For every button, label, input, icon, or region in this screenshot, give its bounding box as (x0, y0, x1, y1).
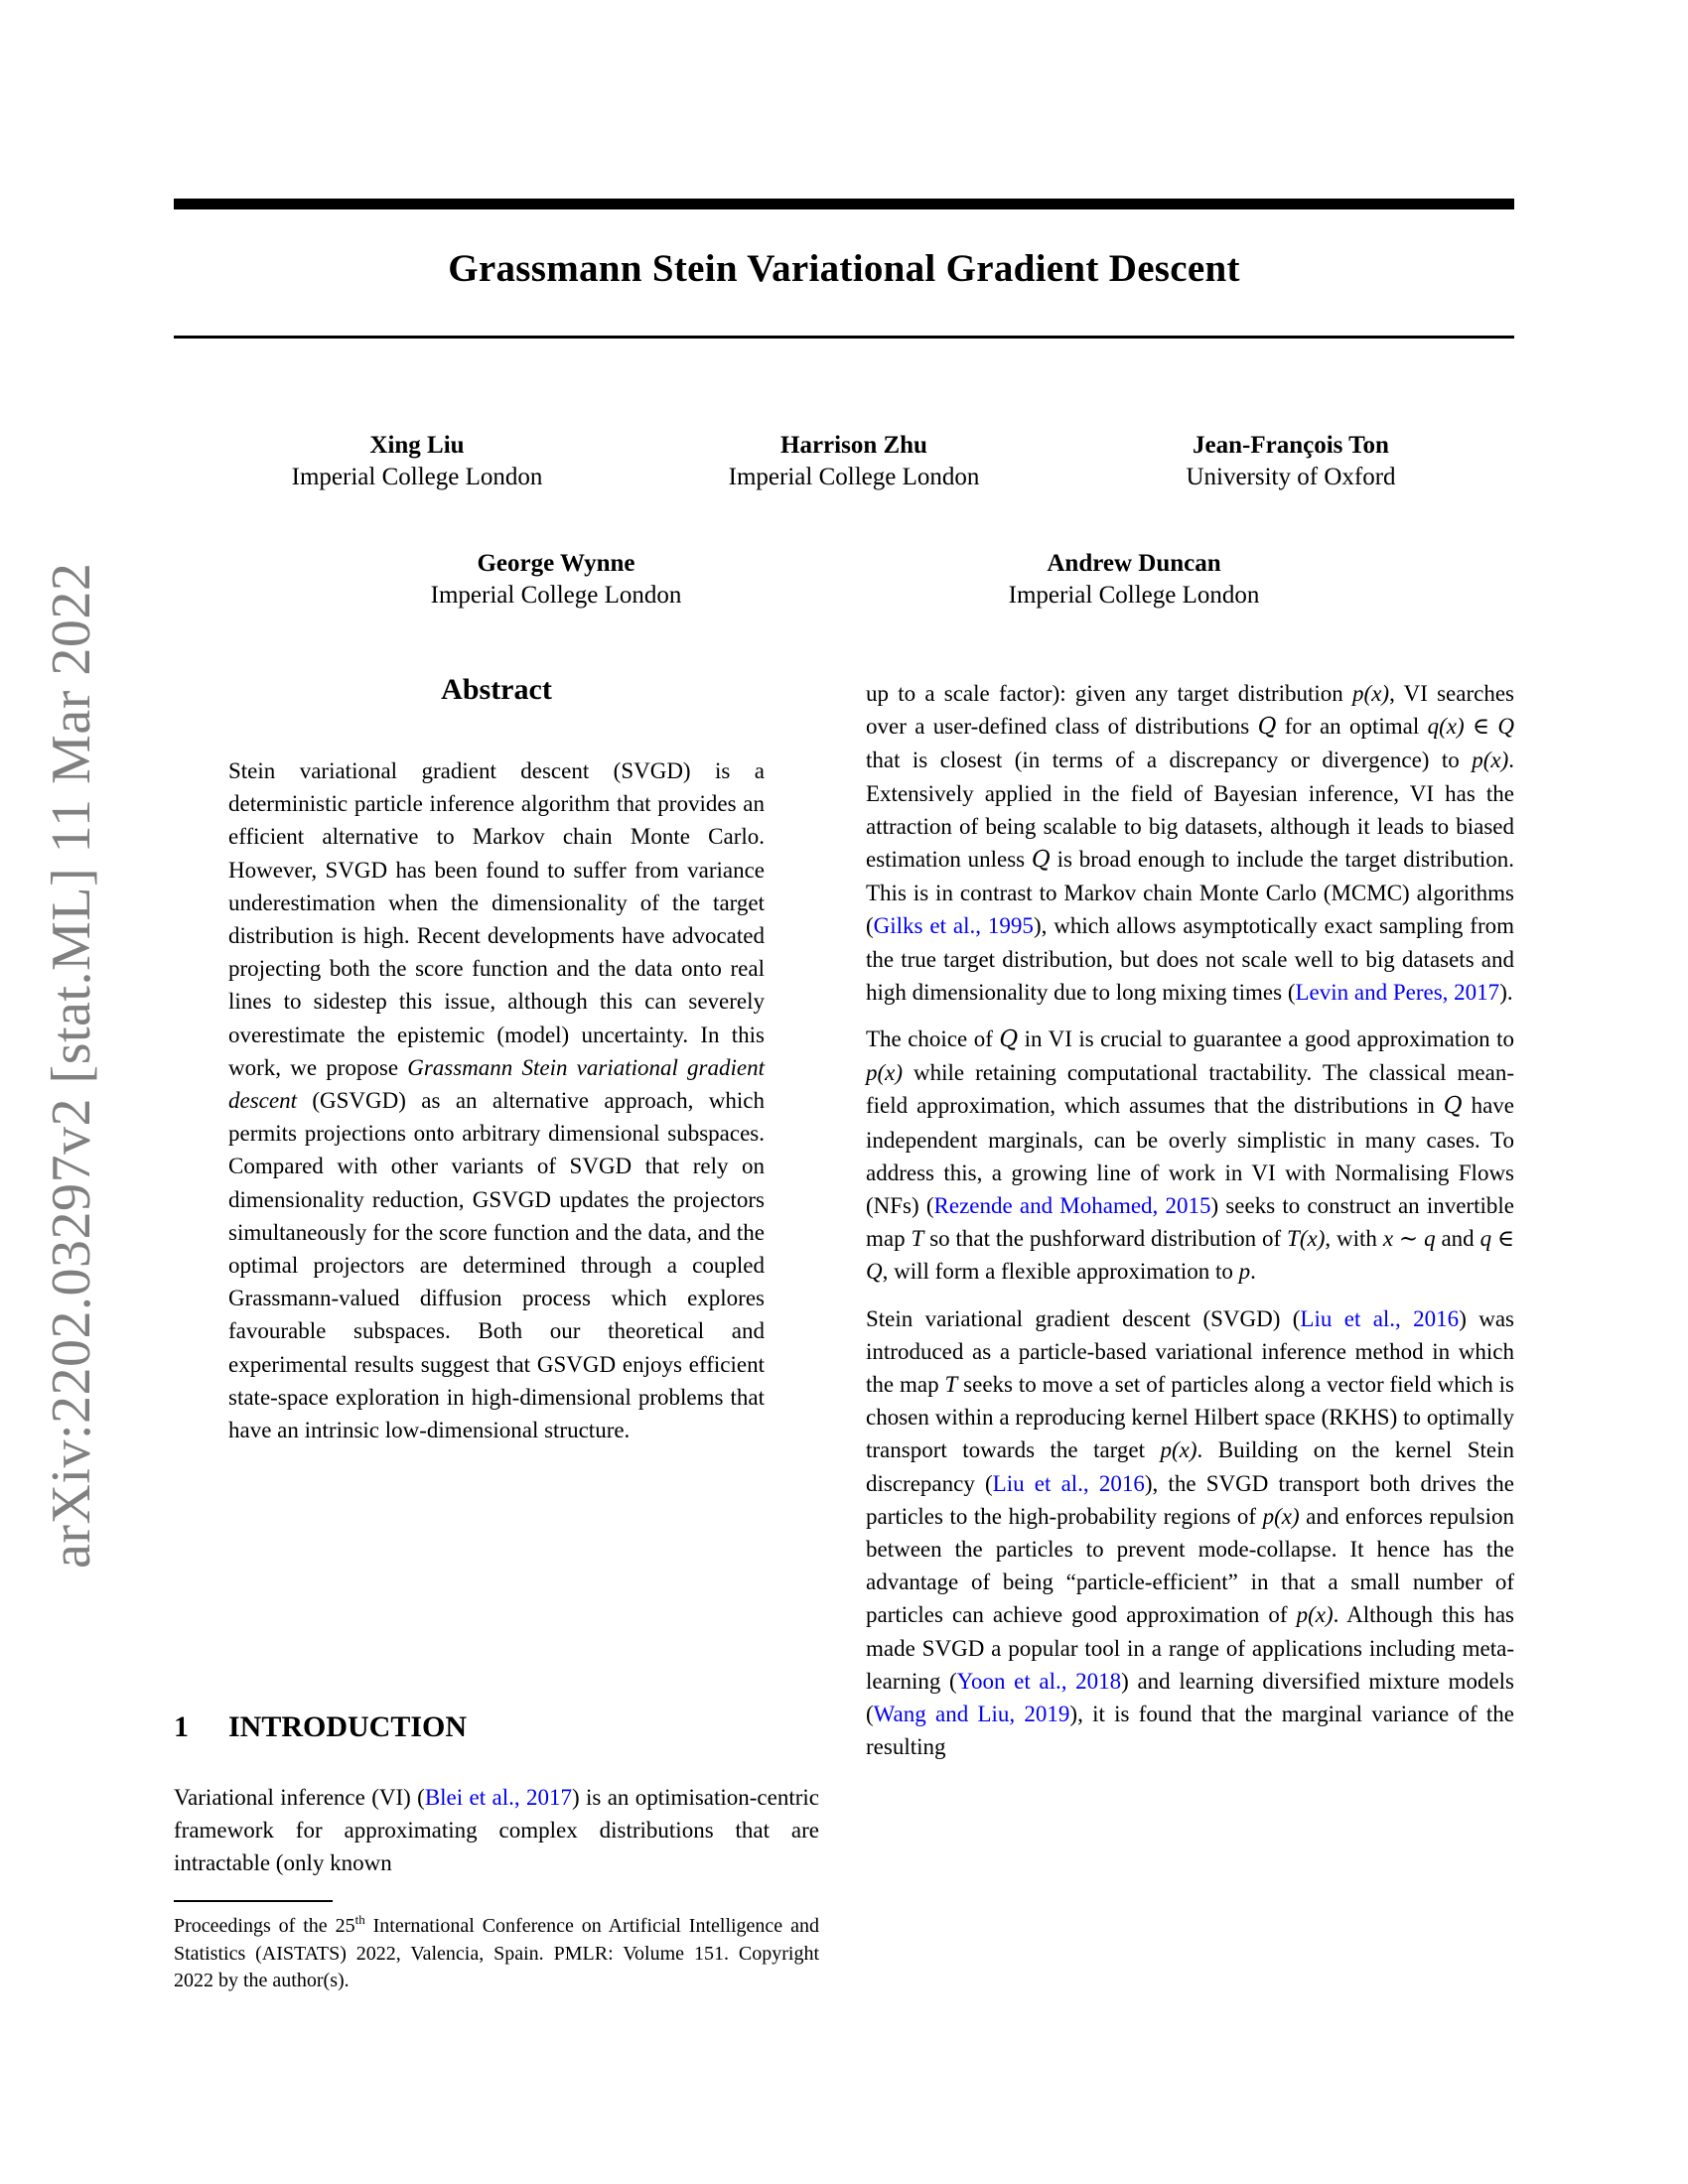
paragraph-text: ) seeks to construct an invertible map (866, 1193, 1514, 1252)
math-expression: Q (1443, 1093, 1463, 1120)
paragraph-text: seeks to move a set of particles along a vector field which is chosen within a reproducing kernel Hilbert space (RKHS) to optimally transport towards the target (866, 1372, 1514, 1463)
math-expression: p (1238, 1259, 1251, 1285)
method-name-emphasis: Grassmann Stein variational gradient descent (228, 1054, 765, 1114)
paragraph-text: is broad enough to include the target distribution. This is in contrast to Markov chain Monte Carlo (MCMC) algorithms ( (866, 847, 1514, 939)
math-expression: p(x) (1352, 681, 1390, 706)
paragraph-text: have independent marginals, can be overly simplistic in many cases. To address this, a growing line of work in VI with Normalising Flows (NFs) ( (866, 1093, 1514, 1219)
math-expression: p(x) (1472, 748, 1509, 773)
math-expression: T (944, 1372, 958, 1398)
intro-paragraph (866, 1023, 1514, 1289)
author-block (935, 548, 1333, 612)
citation-link[interactable]: Rezende and Mohamed, 2015 (933, 1193, 1211, 1219)
paragraph-text: Stein variational gradient descent (SVGD) ( (866, 1305, 1301, 1331)
author-name: Andrew Duncan (1047, 550, 1221, 577)
paragraph-text: that is closest (in terms of a discrepancy or divergence) to (866, 748, 1473, 773)
paragraph-text: The choice of (866, 1026, 1000, 1052)
paragraph-text: ), the SVGD transport both drives the particles to the high-probability regions of (866, 1470, 1514, 1529)
math-expression: Q (1257, 714, 1277, 741)
paragraph-text: ), it is found that the marginal variance of the resulting (866, 1702, 1514, 1760)
right-column (866, 677, 1514, 1778)
paragraph-text: Variational inference (VI) ( (174, 1785, 425, 1810)
intro-paragraph (174, 1781, 819, 1880)
paragraph-text: ) is an optimisation-centric framework for approximating complex distributions that are intractable (only known (174, 1785, 819, 1876)
math-expression: T (911, 1226, 924, 1252)
paragraph-text: and enforces repulsion between the particles to prevent mode-collapse. It hence has the advantage of being “particle-efficient” in that a small number of particles can achieve good approximation of (866, 1503, 1514, 1628)
arxiv-identifier-stamp: arXiv:2202.03297v2 [stat.ML] 11 Mar 2022 (41, 562, 102, 1569)
paragraph-text: for an optimal (1276, 714, 1428, 740)
author-name: George Wynne (477, 550, 635, 577)
author-block (1092, 430, 1489, 493)
author-block (655, 430, 1053, 493)
paragraph-text: up to a scale factor): given any target distribution (866, 681, 1353, 706)
author-block (218, 430, 616, 493)
citation-link[interactable]: Blei et al., 2017 (424, 1785, 572, 1810)
math-expression: p(x) (866, 1060, 904, 1086)
math-expression: q ∈ Q (866, 1226, 1514, 1285)
paragraph-text: ) was introduced as a particle-based variational inference method in which the map (866, 1305, 1514, 1398)
paragraph-text: , with (1325, 1226, 1383, 1252)
paragraph-text: . (1250, 1259, 1256, 1285)
math-expression: T(x) (1287, 1226, 1326, 1252)
author-name: Harrison Zhu (780, 432, 927, 459)
abstract-text-part: Stein variational gradient descent (SVGD) is a deterministic particle inference algorithm that provides an efficient alternative to Markov chain Monte Carlo. However, SVGD has been found to suffer from variance underestimation when the dimensionality of the target distribution is high. Recent developments have advocated projecting both the score function and the data onto real lines to sidestep this issue, although this can severely overestimate the epistemic (model) uncertainty. In this work, we propose (228, 758, 765, 1080)
paragraph-text: ), which allows asymptotically exact sampling from the true target distribution, but does not scale well to big datasets and high dimensionality due to long mixing times ( (866, 913, 1515, 1005)
math-expression: p(x) (1262, 1503, 1300, 1529)
citation-link[interactable]: Gilks et al., 1995 (873, 913, 1034, 939)
paper-title: Grassmann Stein Variational Gradient Descent (448, 247, 1240, 290)
author-affiliation: Imperial College London (430, 582, 682, 609)
citation-link[interactable]: Liu et al., 2016 (992, 1470, 1145, 1496)
paragraph-text: so that the pushforward distribution of (923, 1226, 1288, 1252)
section-title: INTRODUCTION (228, 1710, 468, 1743)
paragraph-text: while retaining computational tractability. The classical mean-field approximation, which assumes that the distributions in (866, 1060, 1514, 1119)
citation-link[interactable]: Levin and Peres, 2017 (1295, 979, 1500, 1005)
paragraph-text: . Extensively applied in the field of Bayesian inference, VI has the attraction of being scalable to big datasets, although it leads to biased estimation unless (866, 748, 1514, 873)
author-affiliation: Imperial College London (291, 464, 543, 490)
math-expression: p(x) (1160, 1437, 1197, 1463)
math-expression: Q (999, 1026, 1019, 1053)
math-expression: q(x) ∈ Q (1427, 714, 1514, 740)
author-name: Jean-François Ton (1193, 432, 1389, 459)
abstract-heading: Abstract (441, 673, 552, 706)
author-affiliation: Imperial College London (728, 464, 980, 490)
paragraph-text: ) and learning diversified mixture models ( (866, 1668, 1514, 1727)
section-heading-introduction (174, 1710, 467, 1744)
title-top-rule (174, 199, 1514, 209)
ordinal-superscript: th (354, 1912, 365, 1927)
citation-link[interactable]: Wang and Liu, 2019 (873, 1702, 1070, 1727)
citation-link[interactable]: Yoon et al., 2018 (956, 1668, 1122, 1694)
footnote-text: International Conference on Artificial Intelligence and Statistics (AISTATS) 2022, Valencia, Spain. PMLR: Volume 151. Copyright 2022 by the author(s). (174, 1915, 819, 1991)
intro-paragraph (866, 677, 1514, 1009)
paragraph-text: , will form a flexible approximation to (882, 1259, 1239, 1285)
math-expression: Q (1031, 847, 1051, 874)
math-expression: p(x) (1296, 1602, 1334, 1628)
footnote-text: Proceedings of the 25 (174, 1915, 355, 1937)
paragraph-text: and (1435, 1226, 1480, 1252)
paragraph-text: ). (1499, 979, 1513, 1005)
author-affiliation: University of Oxford (1186, 464, 1396, 490)
proceedings-footnote (174, 1913, 819, 1995)
author-block (357, 548, 755, 612)
paragraph-text: . Building on the kernel Stein discrepancy ( (866, 1437, 1514, 1496)
title-bottom-rule (174, 336, 1514, 339)
math-expression: x ∼ q (1382, 1226, 1436, 1252)
paragraph-text: , VI searches over a user-defined class of distributions (866, 681, 1514, 740)
footnote-rule (174, 1900, 333, 1902)
author-name: Xing Liu (369, 432, 465, 459)
section-number: 1 (174, 1710, 189, 1743)
author-affiliation: Imperial College London (1008, 582, 1260, 609)
paragraph-text: in VI is crucial to guarantee a good approximation to (1018, 1026, 1514, 1052)
intro-paragraph (866, 1302, 1514, 1764)
citation-link[interactable]: Liu et al., 2016 (1300, 1305, 1460, 1331)
paragraph-text: . Although this has made SVGD a popular tool in a range of applications including meta-learning ( (866, 1602, 1515, 1694)
abstract-text (228, 754, 765, 1446)
abstract-text-part: (GSVGD) as an alternative approach, which permits projections onto arbitrary dimensional subspaces. Compared with other variants of SVGD that rely on dimensionality reduction, GSVGD updates the projectors simultaneously for the score function and the data, and the optimal projectors are determined through a coupled Grassmann-valued diffusion process which explores favourable subspaces. Both our theoretical and experimental results suggest that GSVGD enjoys efficient state-space exploration in high-dimensional problems that have an intrinsic low-dimensional structure. (228, 1088, 765, 1443)
